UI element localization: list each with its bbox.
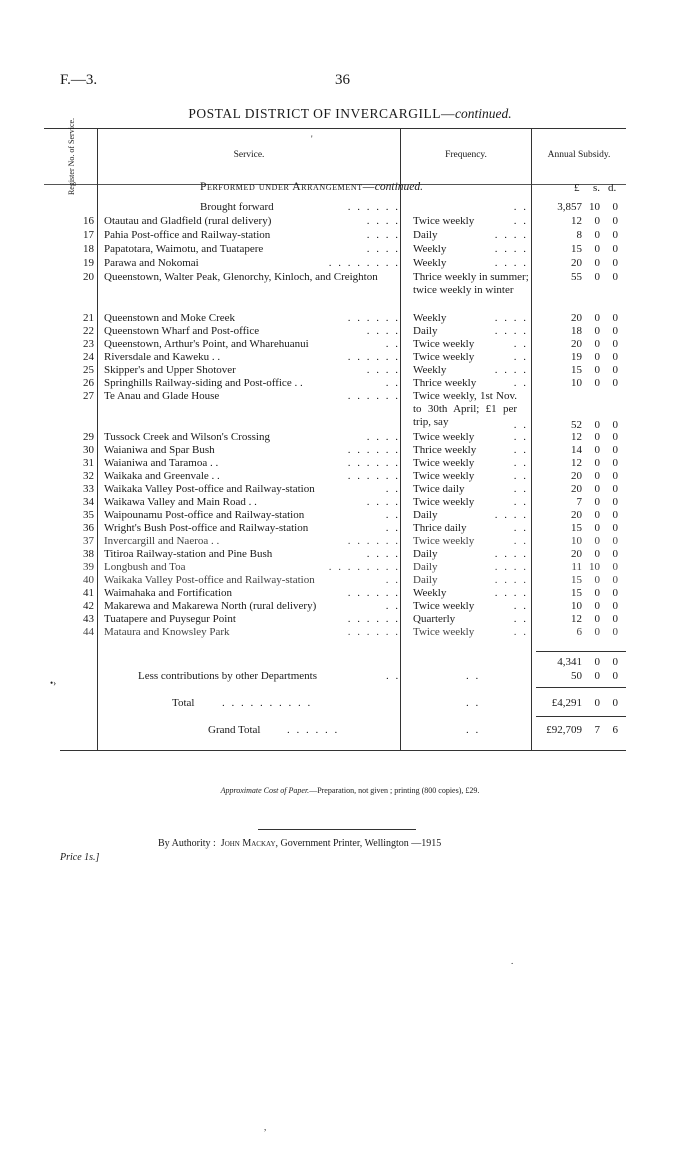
column-header-subsidy: Annual Subsidy.: [547, 150, 611, 160]
brought-forward-shillings: 10: [589, 201, 600, 213]
contributions-shillings: 0: [594, 670, 600, 682]
brought-forward-pence: 0: [612, 201, 618, 213]
column-divider-3: [531, 128, 532, 750]
brought-forward-label: Brought forward: [200, 201, 274, 213]
section-title: Performed under Arrangement—continued.: [200, 181, 424, 193]
contributions-dots: . .: [386, 670, 401, 682]
subtotal-rule: [536, 651, 626, 652]
stray-mark: .: [511, 956, 514, 966]
page-title: [0, 106, 700, 122]
total-top-rule: [536, 687, 626, 688]
grand-total-dots: . . . . . .: [287, 724, 340, 736]
authority-line: By Authority : John Mackay, Government Printer, Wellington —1915: [158, 838, 442, 849]
contributions-pence: 0: [612, 670, 618, 682]
header-tick-mark: ': [311, 134, 313, 144]
shillings-unit: s.: [593, 182, 601, 194]
subtotal-pence: 0: [612, 656, 618, 668]
authority-rule: [258, 829, 416, 830]
total-dots: . . . . . . . . . .: [222, 697, 313, 709]
total-pounds: £4,291: [551, 697, 582, 709]
subtotal-shillings: 0: [594, 656, 600, 668]
total-label: Total: [172, 697, 195, 709]
table-top-rule: [44, 128, 626, 129]
grand-total-pounds: £92,709: [546, 724, 582, 736]
price-label: Price 1s.]: [60, 852, 100, 863]
report-code: F.—3.: [60, 72, 98, 88]
subtotal-pounds: 4,341: [557, 656, 582, 668]
column-header-service: Service.: [233, 150, 265, 160]
column-header-register: Register No. of Service.: [67, 117, 77, 195]
page-number: 36: [335, 72, 350, 88]
grand-total-shillings: 7: [594, 724, 600, 736]
brought-forward-freq-dots: . .: [513, 201, 528, 213]
pounds-unit: £: [574, 182, 580, 194]
grand-total-pence: 6: [612, 724, 618, 736]
total-shillings: 0: [594, 697, 600, 709]
margin-mark: •›: [50, 678, 57, 688]
column-header-frequency: Frequency.: [445, 150, 487, 160]
stray-mark: ,: [264, 1122, 267, 1132]
pence-unit: d.: [608, 182, 617, 194]
total-pence: 0: [612, 697, 618, 709]
paper-cost-note: Approximate Cost of Paper.—Preparation, not given ; printing (800 copies), £29.: [220, 786, 480, 795]
brought-forward-dots: . . . . . .: [347, 201, 400, 213]
contributions-freq-dots: . .: [466, 670, 481, 682]
column-divider-2: [400, 128, 401, 750]
column-divider-1: [97, 128, 98, 750]
title-main: POSTAL DISTRICT OF INVERCARGILL—: [188, 106, 455, 121]
grand-total-freq-dots: . .: [466, 724, 481, 736]
grand-total-rule: [536, 716, 626, 717]
total-freq-dots: . .: [466, 697, 481, 709]
title-suffix: continued.: [454, 106, 512, 121]
table-bottom-rule: [60, 750, 626, 751]
contributions-label: Less contributions by other Departments: [138, 670, 318, 682]
brought-forward-pounds: 3,857: [557, 201, 582, 213]
contributions-pounds: 50: [571, 670, 582, 682]
grand-total-label: Grand Total: [208, 724, 261, 736]
